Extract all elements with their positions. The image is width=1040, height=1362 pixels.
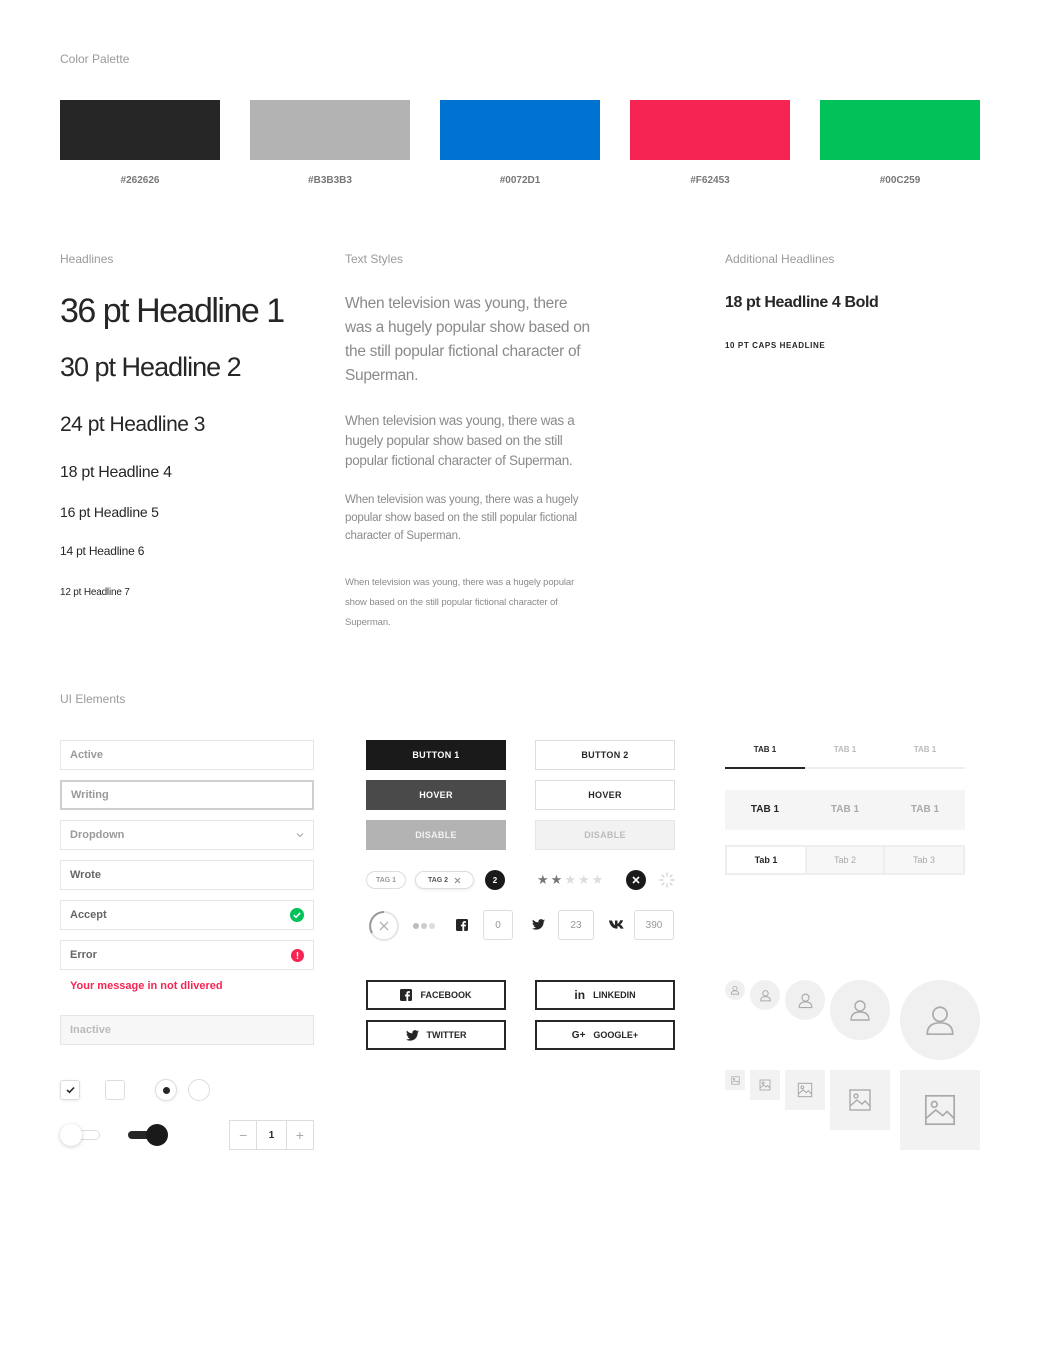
twitter-button[interactable]: [366, 1020, 506, 1050]
button-2-hover[interactable]: HOVER: [535, 780, 675, 810]
twitter-icon: [406, 1030, 419, 1041]
count-badge: 2: [485, 870, 505, 890]
avatar-md: [785, 980, 825, 1020]
wrote-input[interactable]: [60, 860, 314, 890]
paragraph-xsmall: When television was young, there was a hugely popular show based on the still popular fictional character of Superman.: [345, 577, 575, 628]
image-placeholder-lg: [830, 1070, 890, 1130]
facebook-icon[interactable]: [456, 919, 468, 931]
vk-icon[interactable]: [609, 920, 624, 929]
tag-1[interactable]: [366, 871, 406, 889]
loading-dots-icon: [413, 923, 435, 929]
twitter-count: 23: [558, 910, 594, 940]
error-message: Your message in not dlivered: [70, 980, 223, 992]
google-plus-button-label: GOOGLE+: [593, 1030, 639, 1040]
google-plus-icon: G+: [571, 1029, 586, 1041]
button-2-disabled: DISABLE: [535, 820, 675, 850]
star-rating[interactable]: [537, 872, 603, 888]
headline-3: 24 pt Headline 3: [60, 413, 205, 436]
stepper-minus-button[interactable]: −: [230, 1121, 257, 1149]
button-2[interactable]: BUTTON 2: [535, 740, 675, 770]
radio-selected[interactable]: [155, 1079, 177, 1101]
checkbox-unchecked[interactable]: [105, 1080, 125, 1100]
tab-a-3[interactable]: TAB 1: [913, 745, 937, 754]
tabs-active-indicator: [725, 767, 805, 769]
wrote-input-value: Wrote: [70, 869, 101, 881]
button-1-disabled: DISABLE: [366, 820, 506, 850]
swatch-dark: [60, 100, 220, 160]
swatch-green-label: #00C259: [879, 175, 921, 186]
palette-label: Color Palette: [60, 52, 130, 66]
tag-1-label: TAG 1: [375, 876, 397, 884]
star-icon[interactable]: ★: [550, 872, 563, 887]
accept-input[interactable]: [60, 900, 314, 930]
tab-b-2[interactable]: TAB 1: [830, 804, 860, 815]
image-placeholder-xl: [900, 1070, 980, 1150]
tab-b-1[interactable]: TAB 1: [750, 804, 780, 815]
caps-headline: 10 PT CAPS HEADLINE: [725, 341, 826, 350]
stepper-value[interactable]: 1: [268, 1129, 275, 1141]
ui-elements-label: UI Elements: [60, 692, 126, 706]
button-1-hover[interactable]: HOVER: [366, 780, 506, 810]
swatch-red: [630, 100, 790, 160]
tag-2[interactable]: [415, 871, 474, 889]
toggle-off-knob: [60, 1124, 82, 1146]
additional-headlines-label: Additional Headlines: [725, 252, 835, 266]
dropdown-select[interactable]: [60, 820, 314, 850]
facebook-button-label: FACEBOOK: [420, 990, 472, 1000]
linkedin-button[interactable]: [535, 980, 675, 1010]
swatch-blue: [440, 100, 600, 160]
avatar-xs: [725, 980, 745, 1000]
headline-4: 18 pt Headline 4: [60, 464, 172, 481]
toggle-off[interactable]: [60, 1124, 100, 1146]
headlines-label: Headlines: [60, 252, 114, 266]
spinner-icon: [658, 871, 676, 889]
tab-a-2[interactable]: TAB 1: [833, 745, 857, 754]
check-circle-icon: [290, 908, 304, 922]
google-plus-button[interactable]: [535, 1020, 675, 1050]
linkedin-button-label: LINKEDIN: [593, 990, 636, 1000]
headline-6: 14 pt Headline 6: [60, 544, 145, 558]
tab-b-3[interactable]: TAB 1: [910, 804, 940, 815]
error-icon: [291, 949, 304, 962]
inactive-input-placeholder: Inactive: [70, 1024, 111, 1036]
swatch-blue-label: #0072D1: [499, 175, 541, 186]
radio-unselected[interactable]: [188, 1079, 210, 1101]
paragraph-medium: When television was young, there was a hugely popular show based on the still popular fictional character of Superman.: [345, 413, 575, 468]
headline-5: 16 pt Headline 5: [60, 504, 159, 520]
check-icon: [66, 1086, 75, 1094]
star-icon[interactable]: ★: [564, 872, 576, 887]
swatch-dark-label: #262626: [120, 175, 160, 186]
active-input[interactable]: [60, 740, 314, 770]
user-icon: [797, 992, 814, 1009]
image-placeholder-xs: [725, 1070, 745, 1090]
twitter-icon[interactable]: [532, 919, 545, 930]
paragraph-large: When television was young, there was a hugely popular show based on the still popular fictional character of Superman.: [345, 295, 590, 384]
user-icon: [730, 985, 740, 995]
avatar-lg: [830, 980, 890, 1040]
toggle-on[interactable]: [128, 1124, 168, 1146]
text-styles-label: Text Styles: [345, 252, 404, 266]
quantity-stepper: [229, 1120, 314, 1150]
progress-ring-icon[interactable]: [368, 910, 400, 942]
close-icon[interactable]: [454, 877, 461, 884]
user-icon: [848, 998, 872, 1022]
tab-c-3[interactable]: Tab 3: [885, 847, 963, 873]
tag-2-label: TAG 2: [427, 876, 449, 884]
facebook-button[interactable]: [366, 980, 506, 1010]
tabs-segmented: [725, 845, 965, 875]
headline-7: 12 pt Headline 7: [60, 587, 130, 598]
paragraph-small: When television was young, there was a hugely popular show based on the still popular fictional character of Superman.: [345, 494, 579, 542]
headline-4-bold: 18 pt Headline 4 Bold: [725, 294, 879, 311]
star-icon[interactable]: ★: [591, 872, 604, 887]
image-icon: [923, 1093, 957, 1127]
writing-input-placeholder: Writing: [71, 789, 109, 801]
error-input-value: Error: [70, 949, 97, 961]
error-input[interactable]: [60, 940, 314, 970]
accept-input-value: Accept: [70, 909, 107, 921]
radio-dot: [163, 1087, 170, 1094]
tab-c-1[interactable]: Tab 1: [727, 847, 807, 873]
tab-a-1[interactable]: TAB 1: [753, 745, 777, 754]
checkbox-checked[interactable]: [60, 1080, 80, 1100]
user-icon: [923, 1003, 957, 1037]
headline-1: 36 pt Headline 1: [60, 292, 284, 330]
star-icon[interactable]: ★: [537, 872, 549, 887]
user-icon: [759, 989, 772, 1002]
inactive-input: [60, 1015, 314, 1045]
chevron-down-icon: [296, 832, 304, 838]
image-icon: [731, 1076, 740, 1085]
star-icon[interactable]: ★: [577, 872, 590, 887]
active-input-placeholder: Active: [70, 749, 104, 761]
linkedin-icon: in: [574, 988, 586, 1002]
stepper-plus-button[interactable]: +: [286, 1121, 313, 1149]
swatch-grey-label: #B3B3B3: [308, 175, 352, 186]
twitter-button-label: TWITTER: [426, 1030, 467, 1040]
image-placeholder-sm: [750, 1070, 780, 1100]
image-icon: [848, 1088, 872, 1112]
facebook-count: 0: [483, 910, 513, 940]
close-circle-icon[interactable]: [626, 870, 646, 890]
facebook-icon: [400, 989, 412, 1001]
avatar-xl: [900, 980, 980, 1060]
tab-c-2[interactable]: Tab 2: [807, 847, 885, 873]
button-1[interactable]: BUTTON 1: [366, 740, 506, 770]
vk-count: 390: [634, 910, 674, 940]
swatch-red-label: #F62453: [690, 175, 730, 186]
toggle-on-knob: [146, 1124, 168, 1146]
image-icon: [797, 1082, 813, 1098]
swatch-green: [820, 100, 980, 160]
swatch-grey: [250, 100, 410, 160]
avatar-sm: [750, 980, 780, 1010]
image-icon: [759, 1079, 771, 1091]
image-placeholder-md: [785, 1070, 825, 1110]
headline-2: 30 pt Headline 2: [60, 352, 241, 382]
writing-input[interactable]: [60, 780, 314, 810]
dropdown-placeholder: Dropdown: [70, 829, 125, 841]
